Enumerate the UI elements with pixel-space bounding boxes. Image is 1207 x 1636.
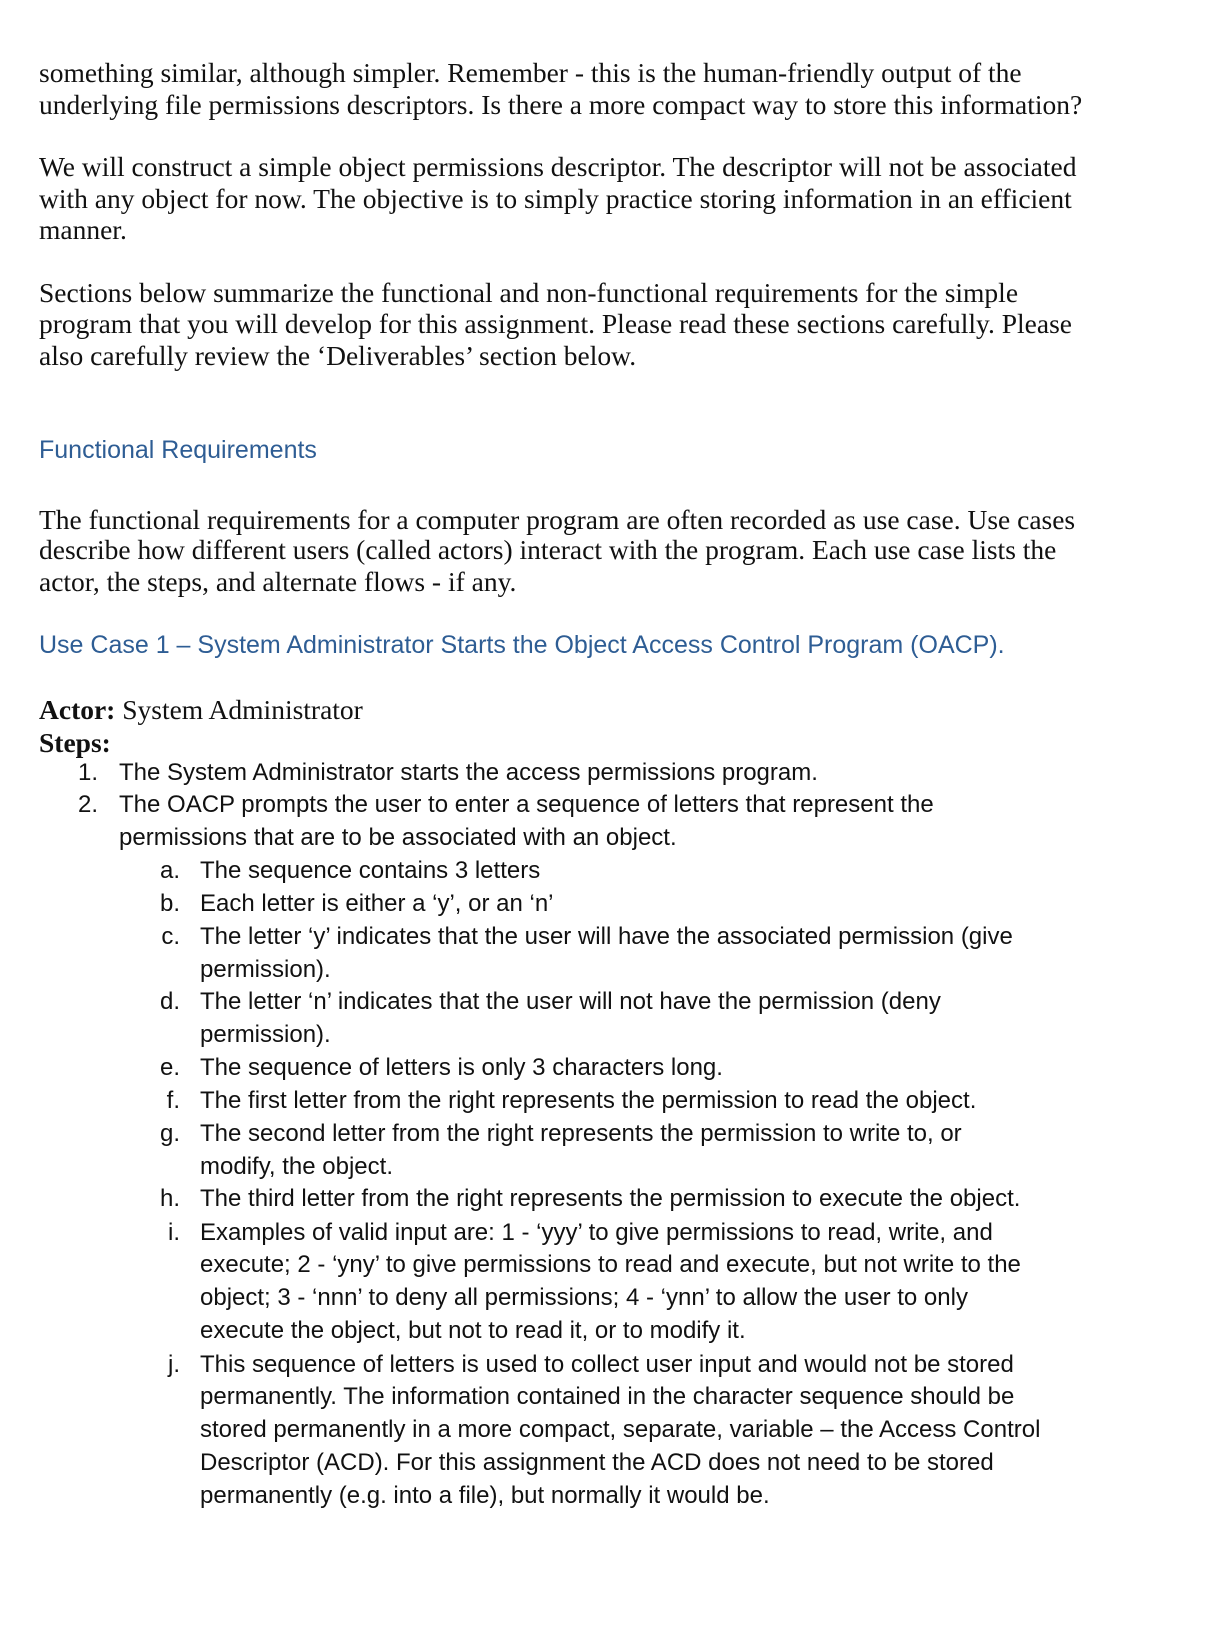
intro-p2-line3: manner. <box>39 214 127 245</box>
step-2-text-line2: permissions that are to be associated with an object. <box>119 824 677 851</box>
substep-a-text: The sequence contains 3 letters <box>200 857 541 884</box>
actor-line <box>39 693 363 726</box>
substep-b-text: Each letter is either a ‘y’, or an ‘n’ <box>200 890 554 917</box>
substep-c-text-line2: permission). <box>200 956 331 983</box>
substep-d-letter: d. <box>159 988 180 1015</box>
intro-p2-line1: We will construct a simple object permissions descriptor. The descriptor will not be associated <box>39 151 1077 182</box>
substep-h-letter: h. <box>159 1185 180 1212</box>
substep-b-letter: b. <box>159 890 180 917</box>
substep-j-text-line4: Descriptor (ACD). For this assignment the ACD does not need to be stored <box>200 1449 994 1476</box>
step-2-number: 2. <box>77 791 98 818</box>
substep-g-letter: g. <box>159 1120 180 1147</box>
functional-p-line1: The functional requirements for a computer program are often recorded as use case. Use cases <box>39 504 1076 535</box>
step-1-number: 1. <box>77 759 98 786</box>
substep-a-letter: a. <box>159 857 180 884</box>
substep-i-text-line2: execute; 2 - ‘yny’ to give permissions to read and execute, but not write to the <box>200 1251 1021 1278</box>
intro-p3-line1: Sections below summarize the functional and non-functional requirements for the simple <box>39 277 1019 308</box>
substep-i-letter: i. <box>168 1219 180 1246</box>
intro-p2-line2: with any object for now. The objective is to simply practice storing information in an efficient <box>39 183 1072 214</box>
substep-j-text-line5: permanently (e.g. into a file), but normally it would be. <box>200 1482 770 1509</box>
substep-i-text-line3: object; 3 - ‘nnn’ to deny all permissions; 4 - ‘ynn’ to allow the user to only <box>200 1284 968 1311</box>
steps-label: Steps: <box>39 727 111 758</box>
use-case-heading: Use Case 1 – System Administrator Starts the Object Access Control Program (OACP). <box>39 631 1005 659</box>
substep-j-text-line1: This sequence of letters is used to collect user input and would not be stored <box>200 1351 1014 1378</box>
substep-i-text-line4: execute the object, but not to read it, or to modify it. <box>200 1317 746 1344</box>
actor-label: Actor: <box>39 694 116 725</box>
substep-c-letter: c. <box>161 923 180 950</box>
substep-f-text: The first letter from the right represents the permission to read the object. <box>200 1087 977 1114</box>
intro-p1-line1: something similar, although simpler. Remember - this is the human-friendly output of the <box>39 57 1022 88</box>
functional-p-line3: actor, the steps, and alternate flows - if any. <box>39 566 517 597</box>
substep-i-text-line1: Examples of valid input are: 1 - ‘yyy’ to give permissions to read, write, and <box>200 1219 993 1246</box>
functional-requirements-heading: Functional Requirements <box>39 436 317 464</box>
functional-p-line2: describe how different users (called actors) interact with the program. Each use case lists the <box>39 534 1057 565</box>
substep-c-text-line1: The letter ‘y’ indicates that the user will have the associated permission (give <box>200 923 1013 950</box>
substep-g-text-line1: The second letter from the right represents the permission to write to, or <box>200 1120 962 1147</box>
substep-e-letter: e. <box>159 1054 180 1081</box>
substep-g-text-line2: modify, the object. <box>200 1153 393 1180</box>
intro-p1-line2: underlying file permissions descriptors. Is there a more compact way to store this information? <box>39 89 1083 120</box>
substep-d-text-line2: permission). <box>200 1021 331 1048</box>
substep-f-letter: f. <box>166 1087 180 1114</box>
substep-j-letter: j. <box>168 1351 180 1378</box>
actor-value: System Administrator <box>122 694 363 725</box>
substep-h-text: The third letter from the right represents the permission to execute the object. <box>200 1185 1021 1212</box>
step-2-text-line1: The OACP prompts the user to enter a sequence of letters that represent the <box>119 791 934 818</box>
substep-j-text-line2: permanently. The information contained in the character sequence should be <box>200 1383 1015 1410</box>
intro-p3-line3: also carefully review the ‘Deliverables’ section below. <box>39 340 637 371</box>
substep-d-text-line1: The letter ‘n’ indicates that the user will not have the permission (deny <box>200 988 941 1015</box>
intro-p3-line2: program that you will develop for this assignment. Please read these sections carefully. Please <box>39 308 1072 339</box>
substep-e-text: The sequence of letters is only 3 characters long. <box>200 1054 723 1081</box>
substep-j-text-line3: stored permanently in a more compact, separate, variable – the Access Control <box>200 1416 1041 1443</box>
step-1-text: The System Administrator starts the access permissions program. <box>119 759 818 786</box>
